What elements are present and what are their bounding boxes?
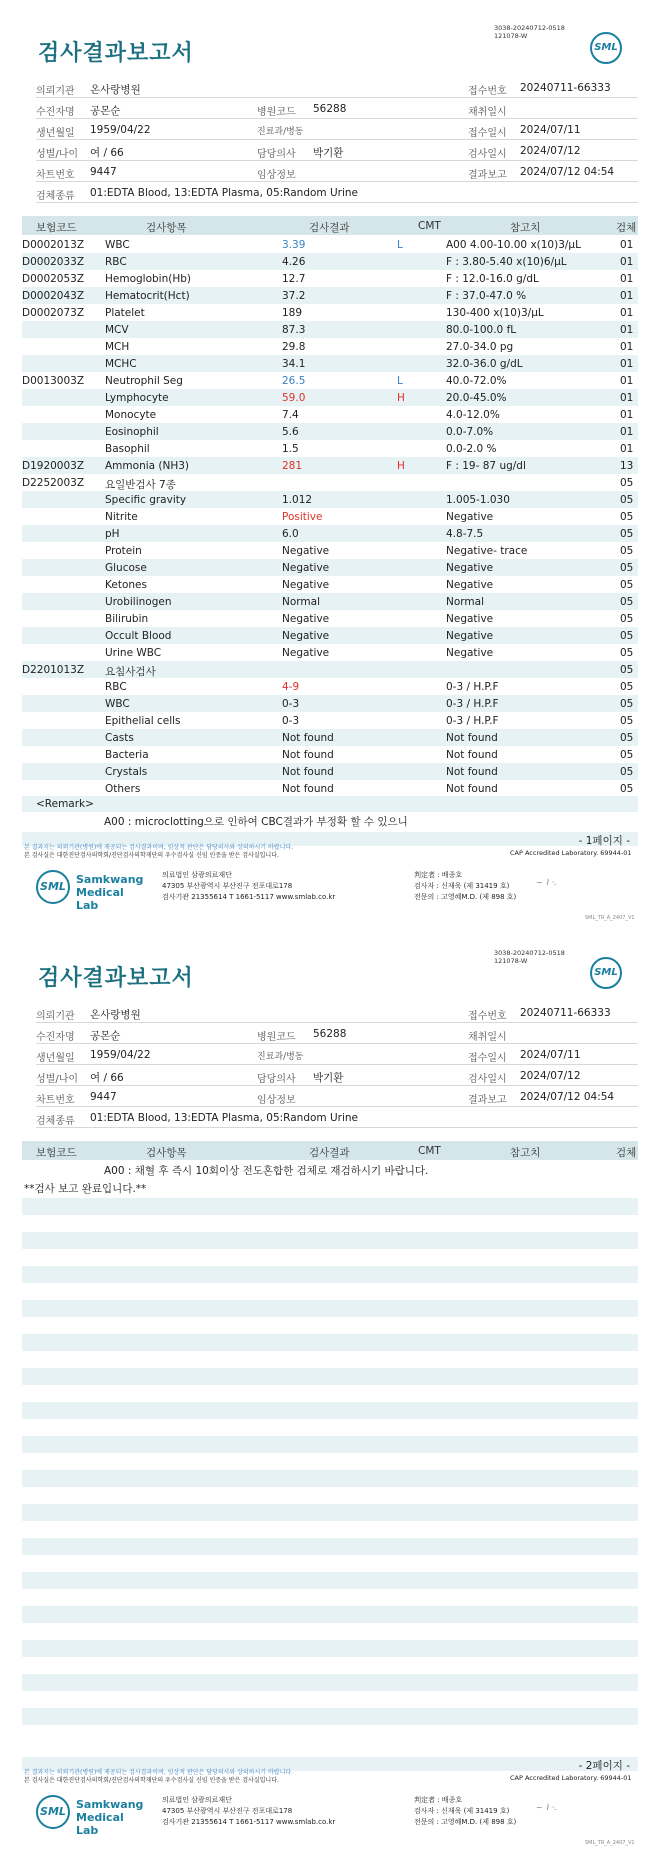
- header-row: 차트번호 9447 임상정보 결과보고 2024/07/12 04:54: [36, 161, 638, 182]
- org-logo: SML Samkwang Medical Lab: [36, 1793, 136, 1833]
- reference-range: 4.0-12.0%: [446, 409, 500, 421]
- doc-number: 3038-20240712-0518 121078-W: [494, 949, 565, 965]
- empty-row-band: [22, 1198, 638, 1215]
- test-result: 1.5: [282, 443, 299, 455]
- org-logo: SML Samkwang Medical Lab: [36, 868, 136, 908]
- signatures: 判定者 : 배종호 검사자 : 신재욱 (제 31419 호) 전문의 : 고영혜M.D. (제 898 호): [414, 871, 517, 901]
- test-name: WBC: [105, 698, 130, 710]
- signature-scribble-icon: ~ ⌇ ·.: [536, 878, 557, 887]
- test-code: D2201013Z: [22, 664, 85, 676]
- empty-row-band: [22, 1300, 638, 1317]
- table-row: [22, 712, 638, 729]
- specimen-code: 05: [620, 579, 634, 591]
- test-result: 4.26: [282, 256, 306, 268]
- page-number: - 2페이지 -: [578, 1760, 630, 1772]
- specimen-code: 05: [620, 766, 634, 778]
- specimen-code: 01: [620, 392, 634, 404]
- test-code: D0002013Z: [22, 239, 85, 251]
- reference-range: 0.0-2.0 %: [446, 443, 497, 455]
- specimen-code: 01: [620, 256, 634, 268]
- reference-range: F : 12.0-16.0 g/dL: [446, 273, 539, 285]
- test-code: D0002033Z: [22, 256, 85, 268]
- table-row: [22, 661, 638, 678]
- test-name: Occult Blood: [105, 630, 172, 642]
- disclaimer-notice: 본 결과지는 의뢰기관(병원)에 제공되는 검사결과이며, 임상적 판단은 담당의사와 상의하시기 바랍니다.: [24, 1769, 294, 1776]
- receipt-number: 20240711-66333: [520, 82, 611, 94]
- table-row: [22, 372, 638, 389]
- table-row: [22, 729, 638, 746]
- test-result: Normal: [282, 596, 320, 608]
- test-name: Ammonia (NH3): [105, 460, 190, 472]
- results-table-header: 보험코드 검사항목 검사결과 CMT 참고치 검체: [22, 1141, 638, 1160]
- test-name: Urobilinogen: [105, 596, 172, 608]
- table-row: [22, 576, 638, 593]
- specimen-code: 05: [620, 664, 634, 676]
- reference-range: A00 4.00-10.00 x(10)3/μL: [446, 239, 581, 251]
- specimen-code: 05: [620, 783, 634, 795]
- empty-row-band: [22, 1436, 638, 1453]
- sml-logo-icon: SML: [590, 957, 622, 989]
- reference-range: Negative: [446, 630, 494, 642]
- header-row: 생년월일 1959/04/22 진료과/병동 접수일시 2024/07/11: [36, 119, 638, 140]
- test-name: Monocyte: [105, 409, 157, 421]
- header-row: 생년월일 1959/04/22 진료과/병동 접수일시 2024/07/11: [36, 1044, 638, 1065]
- result-flag: H: [397, 392, 405, 404]
- specimen-types: 01:EDTA Blood, 13:EDTA Plasma, 05:Random Urine: [90, 187, 359, 199]
- specimen-code: 05: [620, 562, 634, 574]
- test-code: D0002053Z: [22, 273, 85, 285]
- empty-row-band: [22, 1266, 638, 1283]
- signature-scribble-icon: ~ ⌇ ·.: [536, 1803, 557, 1812]
- test-name: Specific gravity: [105, 494, 187, 506]
- reference-range: Negative: [446, 562, 494, 574]
- sml-logo-icon: SML: [590, 32, 622, 64]
- test-name: Lymphocyte: [105, 392, 169, 404]
- report-title: 검사결과보고서: [38, 966, 194, 991]
- test-result: 0-3: [282, 715, 300, 727]
- sex-age: 여 / 66: [90, 147, 124, 159]
- table-row: [22, 746, 638, 763]
- empty-row-band: [22, 1640, 638, 1657]
- test-name: Others: [105, 783, 141, 795]
- specimen-code: 05: [620, 545, 634, 557]
- specimen-code: 01: [620, 358, 634, 370]
- header-row: 검체종류 01:EDTA Blood, 13:EDTA Plasma, 05:Random Urine: [36, 1107, 638, 1128]
- birth-date: 1959/04/22: [90, 124, 151, 136]
- specimen-code: 01: [620, 341, 634, 353]
- test-name: 요침사검사: [105, 666, 156, 678]
- test-name: MCH: [105, 341, 130, 353]
- header-row: 수진자명 공몬순 병원코드 56288 채취일시: [36, 98, 638, 119]
- empty-row-band: [22, 1606, 638, 1623]
- hospital-code: 56288: [313, 103, 347, 115]
- specimen-code: 05: [620, 681, 634, 693]
- empty-row-band: [22, 1402, 638, 1419]
- reference-range: 32.0-36.0 g/dL: [446, 358, 523, 370]
- test-result: Not found: [282, 749, 334, 761]
- table-row: [22, 610, 638, 627]
- test-result: 87.3: [282, 324, 306, 336]
- results-table-header: 보험코드 검사항목 검사결과 CMT 참고치 검체: [22, 216, 638, 235]
- test-result: 26.5: [282, 375, 306, 387]
- reference-range: 0-3 / H.P.F: [446, 698, 499, 710]
- test-result: 37.2: [282, 290, 306, 302]
- reference-range: F : 19- 87 ug/dl: [446, 460, 526, 472]
- specimen-code: 01: [620, 324, 634, 336]
- page-number: - 1페이지 -: [578, 835, 630, 847]
- result-flag: H: [397, 460, 405, 472]
- specimen-code: 01: [620, 239, 634, 251]
- reference-range: 4.8-7.5: [446, 528, 484, 540]
- table-row: [22, 236, 638, 253]
- specimen-code: 05: [620, 528, 634, 540]
- test-code: D0002043Z: [22, 290, 85, 302]
- patient-name: 공몬순: [90, 105, 121, 117]
- header-row: 성별/나이 여 / 66 담당의사 박기환 검사일시 2024/07/12: [36, 1065, 638, 1086]
- specimen-code: 01: [620, 426, 634, 438]
- reference-range: Not found: [446, 783, 498, 795]
- specimen-code: 05: [620, 511, 634, 523]
- test-name: Eosinophil: [105, 426, 159, 438]
- signatures: 判定者 : 배종호 검사자 : 신재욱 (제 31419 호) 전문의 : 고영혜M.D. (제 898 호): [414, 1796, 517, 1826]
- reference-range: Not found: [446, 732, 498, 744]
- specimen-code: 05: [620, 732, 634, 744]
- test-result: 6.0: [282, 528, 299, 540]
- header-row: 성별/나이 여 / 66 담당의사 박기환 검사일시 2024/07/12: [36, 140, 638, 161]
- test-name: Bilirubin: [105, 613, 149, 625]
- test-name: pH: [105, 528, 120, 540]
- table-row: [22, 304, 638, 321]
- table-row: [22, 287, 638, 304]
- table-row: [22, 253, 638, 270]
- result-flag: L: [397, 375, 403, 387]
- table-row: [22, 321, 638, 338]
- test-name: Hematocrit(Hct): [105, 290, 190, 302]
- test-result: Negative: [282, 579, 330, 591]
- empty-row-band: [22, 1572, 638, 1589]
- reference-range: Negative: [446, 579, 494, 591]
- specimen-code: 01: [620, 409, 634, 421]
- table-row: [22, 338, 638, 355]
- test-name: Platelet: [105, 307, 145, 319]
- hospital-name: 온사랑병원: [90, 84, 141, 96]
- form-version: SML_TR_A_2407_V1: [585, 915, 635, 921]
- test-code: D0002073Z: [22, 307, 85, 319]
- table-row: [22, 593, 638, 610]
- report-title: 검사결과보고서: [38, 41, 194, 66]
- header-row: 의뢰기관 온사랑병원 접수번호 20240711-66333: [36, 77, 638, 98]
- test-result: Not found: [282, 732, 334, 744]
- test-name: Neutrophil Seg: [105, 375, 183, 387]
- test-result: 281: [282, 460, 303, 472]
- reference-range: 1.005-1.030: [446, 494, 510, 506]
- remark-heading: <Remark>: [22, 796, 638, 812]
- test-result: 3.39: [282, 239, 306, 251]
- empty-row-band: [22, 1708, 638, 1725]
- doctor-name: 박기환: [313, 147, 344, 159]
- test-name: Epithelial cells: [105, 715, 181, 727]
- test-result: 59.0: [282, 392, 306, 404]
- test-name: Hemoglobin(Hb): [105, 273, 192, 285]
- specimen-code: 05: [620, 647, 634, 659]
- remark-text: A00 : microclotting으로 인하여 CBC결과가 부정확 할 수 있으니: [104, 816, 408, 828]
- test-result: Not found: [282, 783, 334, 795]
- test-name: WBC: [105, 239, 130, 251]
- table-row: [22, 542, 638, 559]
- table-row: [22, 355, 638, 372]
- test-result: 4-9: [282, 681, 300, 693]
- specimen-code: 01: [620, 375, 634, 387]
- table-row: [22, 695, 638, 712]
- specimen-code: 05: [620, 494, 634, 506]
- table-row: [22, 270, 638, 287]
- specimen-code: 05: [620, 477, 634, 489]
- reference-range: Normal: [446, 596, 484, 608]
- test-result: Positive: [282, 511, 323, 523]
- header-row: 의뢰기관 온사랑병원 접수번호 20240711-66333: [36, 1002, 638, 1023]
- accreditation-notice: 본 검사실은 대한진단검사의학회/진단검사의학재단의 우수검사실 신임 인증을 받은 검사실입니다.: [24, 852, 279, 859]
- test-date: 2024/07/12: [520, 145, 581, 157]
- test-name: Bacteria: [105, 749, 149, 761]
- test-name: Casts: [105, 732, 134, 744]
- form-version: SML_TR_A_2407_V1: [585, 1840, 635, 1846]
- test-name: Ketones: [105, 579, 147, 591]
- test-result: 34.1: [282, 358, 306, 370]
- reference-range: 27.0-34.0 pg: [446, 341, 514, 353]
- header-row: 검체종류 01:EDTA Blood, 13:EDTA Plasma, 05:Random Urine: [36, 182, 638, 203]
- test-name: Crystals: [105, 766, 148, 778]
- specimen-code: 01: [620, 307, 634, 319]
- org-info: 의료법인 삼광의료재단 47305 부산광역시 부산진구 전포대로178 검사기관 21355614 T 1661-5117 www.smlab.co.kr: [162, 1796, 336, 1826]
- reference-range: 40.0-72.0%: [446, 375, 507, 387]
- table-row: [22, 763, 638, 780]
- empty-row-band: [22, 1334, 638, 1351]
- org-info: 의료법인 삼광의료재단 47305 부산광역시 부산진구 전포대로178 검사기관 21355614 T 1661-5117 www.smlab.co.kr: [162, 871, 336, 901]
- disclaimer-notice: 본 결과지는 의뢰기관(병원)에 제공되는 검사결과이며, 임상적 판단은 담당의사와 상의하시기 바랍니다.: [24, 844, 294, 851]
- empty-row-band: [22, 1232, 638, 1249]
- sml-logo-icon: SML: [36, 870, 70, 904]
- table-row: [22, 423, 638, 440]
- specimen-code: 05: [620, 613, 634, 625]
- reference-range: F : 3.80-5.40 x(10)6/μL: [446, 256, 567, 268]
- reference-range: 0-3 / H.P.F: [446, 681, 499, 693]
- test-result: 5.6: [282, 426, 299, 438]
- table-row: [22, 491, 638, 508]
- specimen-code: 05: [620, 596, 634, 608]
- test-result: 12.7: [282, 273, 306, 285]
- reference-range: Negative- trace: [446, 545, 528, 557]
- table-row: [22, 440, 638, 457]
- specimen-code: 01: [620, 273, 634, 285]
- specimen-code: 13: [620, 460, 634, 472]
- chart-number: 9447: [90, 166, 117, 178]
- specimen-code: 05: [620, 749, 634, 761]
- report-page-2: [0, 925, 655, 1850]
- cap-accreditation: CAP Accredited Laboratory. 69944-01: [510, 849, 632, 857]
- table-row: [22, 644, 638, 661]
- doc-number: 3038-20240712-0518 121078-W: [494, 24, 565, 40]
- remark-text: A00 : 채혈 후 즉시 10회이상 전도혼합한 검체로 재검하시기 바랍니다.: [104, 1165, 429, 1177]
- test-result: Not found: [282, 766, 334, 778]
- table-row: [22, 559, 638, 576]
- test-code: D1920003Z: [22, 460, 85, 472]
- empty-row-band: [22, 1470, 638, 1487]
- reference-range: 80.0-100.0 fL: [446, 324, 517, 336]
- test-name: Basophil: [105, 443, 150, 455]
- receipt-date: 2024/07/11: [520, 124, 581, 136]
- test-result: Negative: [282, 562, 330, 574]
- header-row: 수진자명 공몬순 병원코드 56288 채취일시: [36, 1023, 638, 1044]
- header-row: 차트번호 9447 임상정보 결과보고 2024/07/12 04:54: [36, 1086, 638, 1107]
- reference-range: Negative: [446, 647, 494, 659]
- reference-range: 0-3 / H.P.F: [446, 715, 499, 727]
- test-code: D2252003Z: [22, 477, 85, 489]
- test-result: Negative: [282, 630, 330, 642]
- test-code: D0013003Z: [22, 375, 85, 387]
- specimen-code: 05: [620, 715, 634, 727]
- reference-range: F : 37.0-47.0 %: [446, 290, 527, 302]
- table-row: [22, 406, 638, 423]
- accreditation-notice: 본 검사실은 대한진단검사의학회/진단검사의학재단의 우수검사실 신임 인증을 받은 검사실입니다.: [24, 1777, 279, 1784]
- test-result: Negative: [282, 647, 330, 659]
- reference-range: 130-400 x(10)3/μL: [446, 307, 544, 319]
- test-result: Negative: [282, 545, 330, 557]
- reference-range: Not found: [446, 749, 498, 761]
- reference-range: Not found: [446, 766, 498, 778]
- test-result: 29.8: [282, 341, 306, 353]
- reference-range: Negative: [446, 511, 494, 523]
- test-result: 7.4: [282, 409, 299, 421]
- test-name: Nitrite: [105, 511, 138, 523]
- test-result: 1.012: [282, 494, 313, 506]
- empty-row-band: [22, 1538, 638, 1555]
- test-result: Negative: [282, 613, 330, 625]
- table-row: [22, 457, 638, 474]
- test-name: Protein: [105, 545, 142, 557]
- test-name: MCHC: [105, 358, 137, 370]
- report-complete: **검사 보고 완료입니다.**: [24, 1183, 147, 1195]
- result-flag: L: [397, 239, 403, 251]
- test-name: MCV: [105, 324, 129, 336]
- test-name: Glucose: [105, 562, 147, 574]
- cap-accreditation: CAP Accredited Laboratory. 69944-01: [510, 1774, 632, 1782]
- table-row: [22, 389, 638, 406]
- specimen-code: 05: [620, 630, 634, 642]
- table-row: [22, 508, 638, 525]
- specimen-code: 01: [620, 443, 634, 455]
- test-name: RBC: [105, 256, 127, 268]
- table-row: [22, 678, 638, 695]
- test-name: Urine WBC: [105, 647, 162, 659]
- report-date: 2024/07/12 04:54: [520, 166, 615, 178]
- empty-row-band: [22, 1674, 638, 1691]
- test-name: 요일반검사 7종: [105, 479, 176, 491]
- reference-range: Negative: [446, 613, 494, 625]
- table-row: [22, 627, 638, 644]
- reference-range: 20.0-45.0%: [446, 392, 507, 404]
- empty-row-band: [22, 1368, 638, 1385]
- sml-logo-icon: SML: [36, 1795, 70, 1829]
- empty-row-band: [22, 1504, 638, 1521]
- specimen-code: 01: [620, 290, 634, 302]
- test-result: 0-3: [282, 698, 300, 710]
- test-result: 189: [282, 307, 303, 319]
- test-name: RBC: [105, 681, 127, 693]
- table-row: [22, 780, 638, 797]
- specimen-code: 05: [620, 698, 634, 710]
- reference-range: 0.0-7.0%: [446, 426, 494, 438]
- table-row: [22, 525, 638, 542]
- table-row: [22, 474, 638, 491]
